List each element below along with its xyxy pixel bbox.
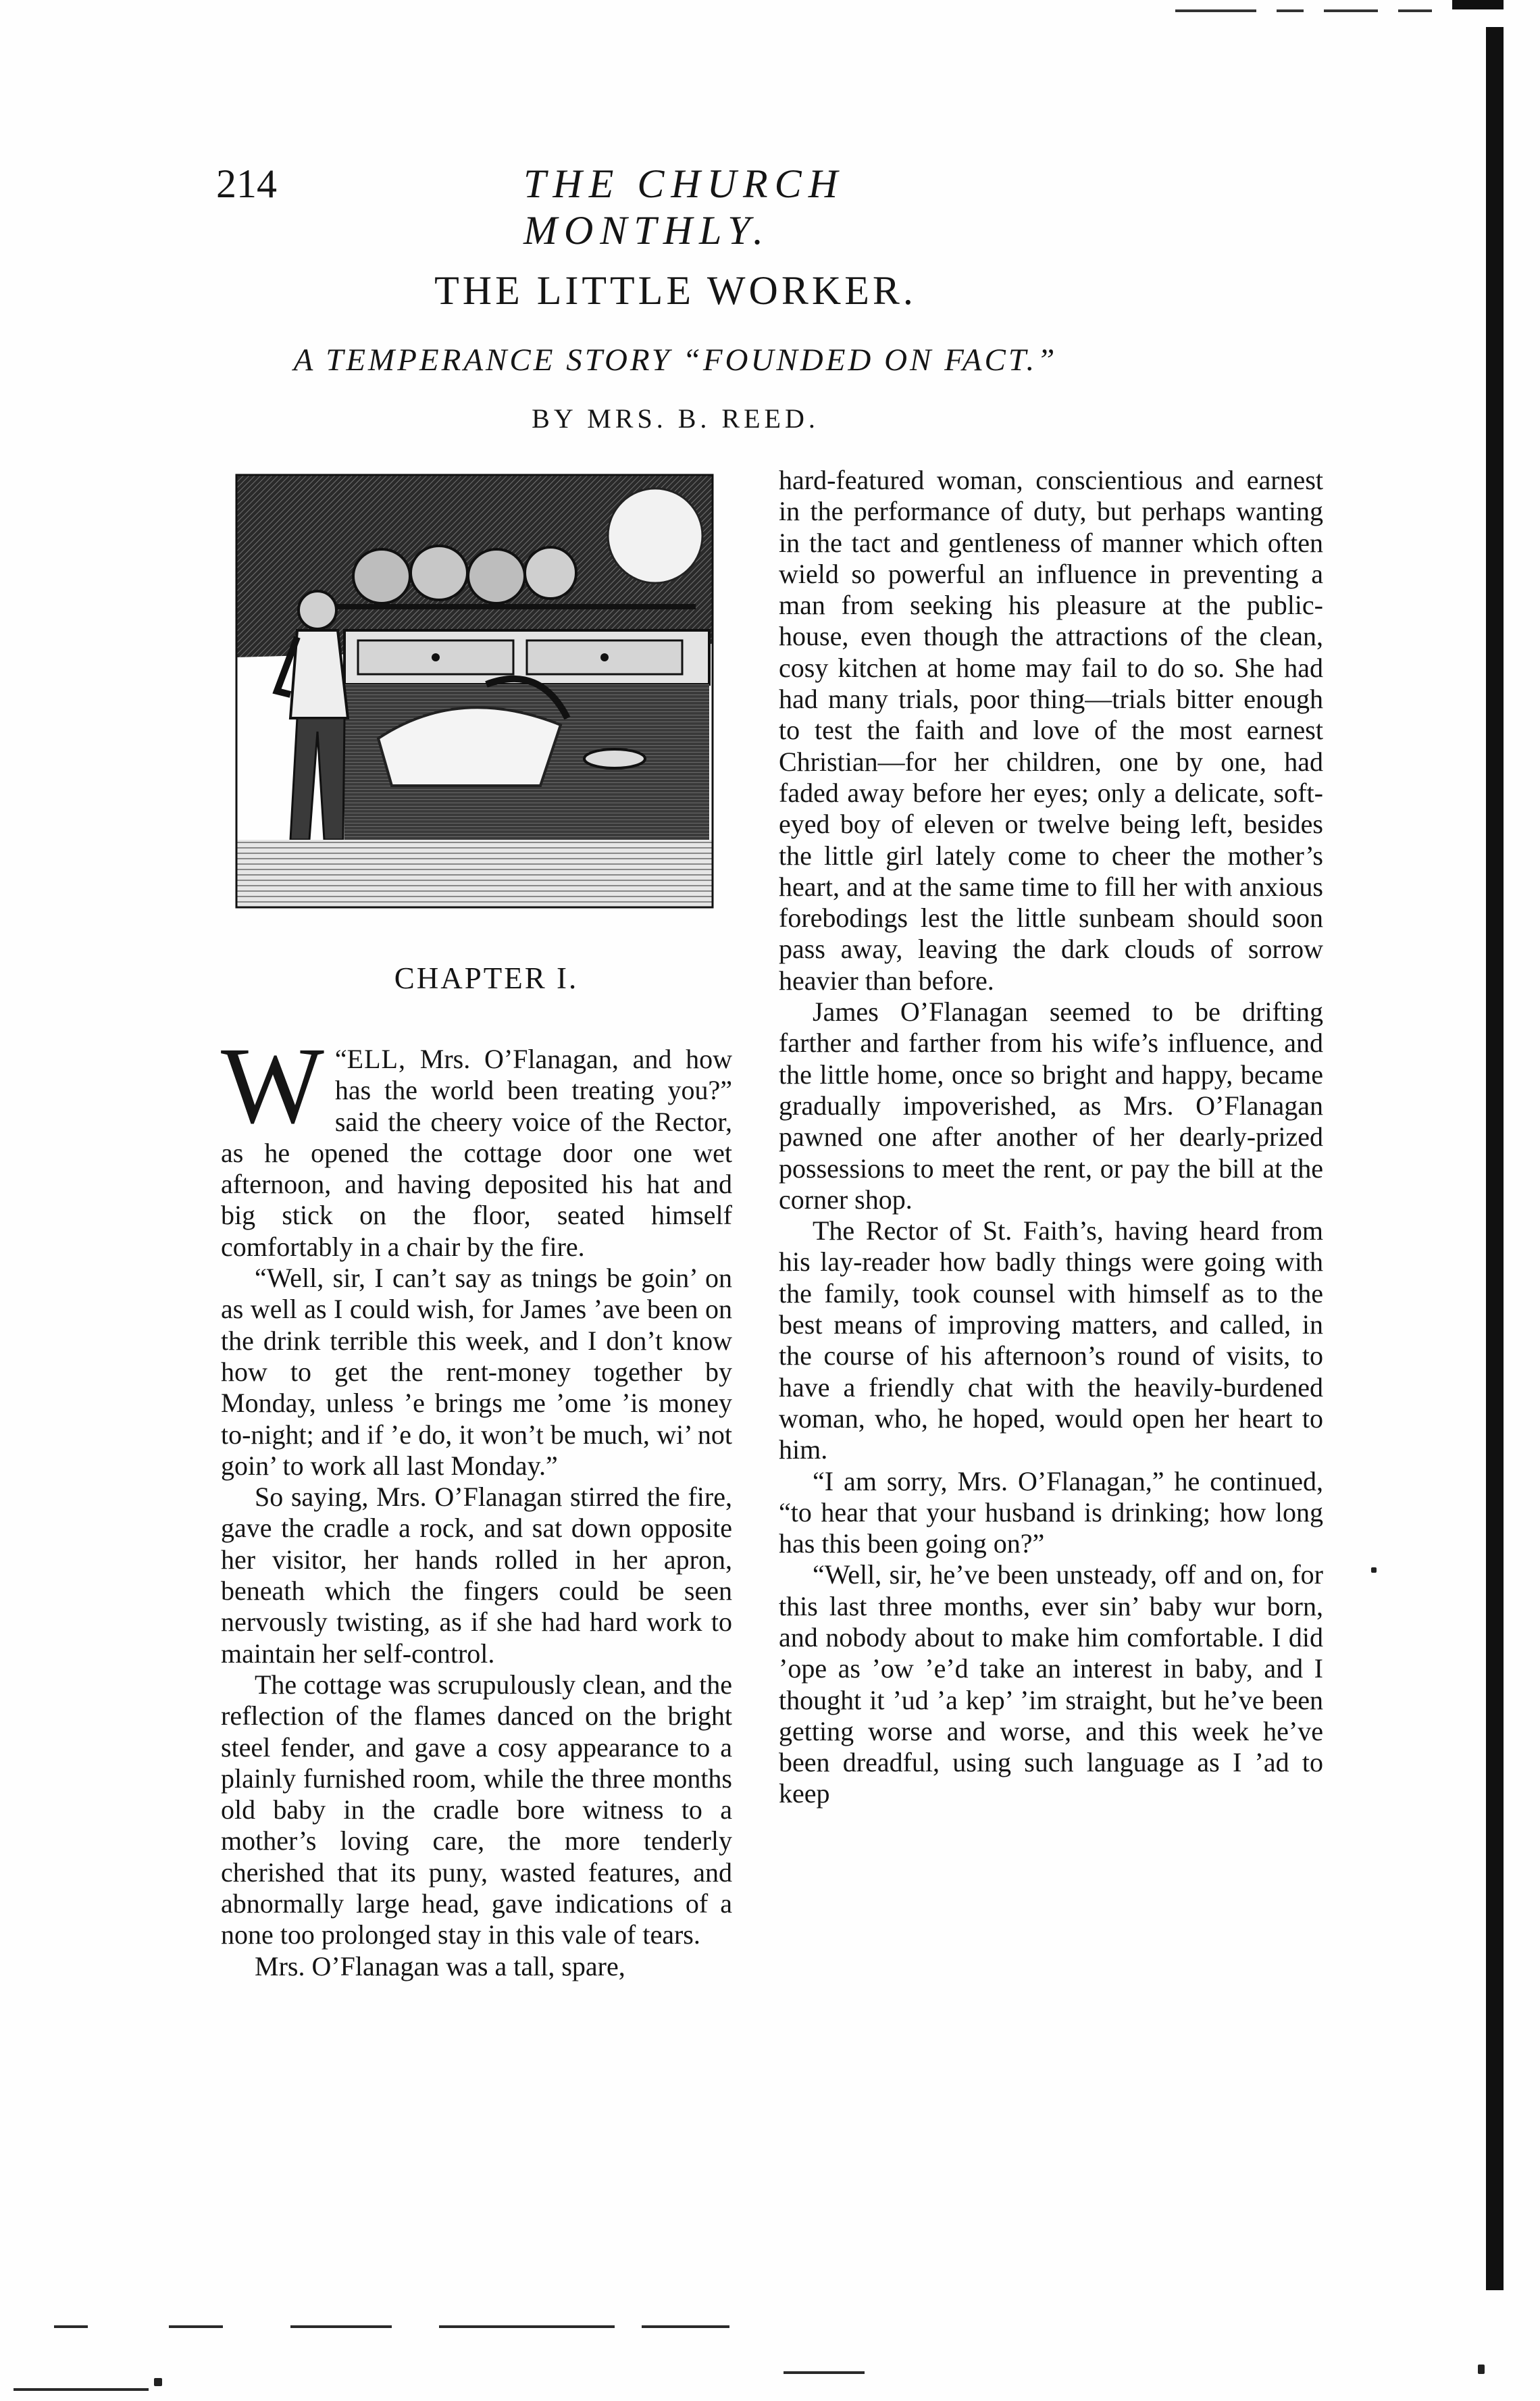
scan-speck (1478, 2365, 1485, 2374)
paragraph: hard-featured woman, conscientious and earnest in the performance of duty, but perhaps wanting in the tact and gentleness of manner which often wield so powerful an influence in preventing a man from seeking his pleasure at the public-house, even though the attractions of the clean, cosy kitchen at home may fail to do so. She had had many trials, poor thing—trials bitter enough to test the faith and love of the most earnest Christian—for her children, one by one, had faded away before her eyes; only a delicate, soft-eyed boy of eleven or twelve being left, besides the little girl lately come to cheer the mother’s heart, and at the same time to fill her with anxious forebodings lest the little sunbeam should soon pass away, leaving the dark clouds of sorrow heavier than before. (779, 465, 1323, 996)
scan-dash (1398, 9, 1432, 12)
chapter-heading: CHAPTER I. (394, 961, 579, 995)
left-column (221, 1026, 732, 1982)
page-number: 214 (216, 161, 277, 206)
scan-dash (14, 2388, 149, 2391)
story-subtitle: A TEMPERANCE STORY “FOUNDED ON FACT.” (293, 343, 1058, 378)
scan-edge-corner (1452, 0, 1504, 9)
right-column (779, 465, 1323, 1810)
journal-title: THE CHURCH MONTHLY. (523, 161, 845, 253)
scan-dash (1277, 9, 1304, 12)
paragraph: The Rector of St. Faith’s, having heard from his lay-reader how badly things were going with the family, took counsel with himself as to the best means of improving matters, and called, in the course of his afternoon’s round of visits, to have a friendly chat with the heavily-burdened woman, who, he hoped, would open her heart to him. (779, 1215, 1323, 1465)
paragraph: The cottage was scrupulously clean, and the reflection of the flames danced on the bright steel fender, and gave a cosy appearance to a plainly furnished room, while the three months old baby in the cradle bore witness to a mother’s loving care, the more tenderly cherished that its puny, wasted features, and abnormally large head, gave indications of a none too prolonged stay in this vale of tears. (221, 1669, 732, 1950)
scan-dash (1324, 9, 1378, 12)
scan-speck (154, 2378, 162, 2386)
paragraph (221, 1026, 732, 1263)
running-head (216, 161, 1094, 253)
opening-quote: “ (334, 1044, 347, 1074)
story-title: THE LITTLE WORKER. (434, 268, 917, 313)
paragraph: “I am sorry, Mrs. O’Flanagan,” he continued, “to hear that your husband is drinking; how long has this been going on?” (779, 1465, 1323, 1559)
drop-cap: W (221, 1026, 324, 1146)
story-byline: BY MRS. B. REED. (532, 403, 819, 434)
paragraph: Mrs. O’Flanagan was a tall, spare, (255, 1950, 625, 1981)
scan-speck (1371, 1567, 1377, 1573)
paragraph: James O’Flanagan seemed to be drifting farther and farther from his wife’s influence, and the little home, once so bright and happy, became gradually impoverished, as Mrs. O’Flanagan pawned one after another of her dearly-prized possessions to meet the rent, or pay the bill at the corner shop. (779, 996, 1323, 1215)
scan-dash (290, 2325, 392, 2328)
paragraph: “Well, sir, he’ve been unsteady, off and on, for this last three months, ever sin’ baby wur born, and nobody about to make him comfortable. I did ’ope as ’ow ’e’d take an interest in baby, and I thought it ’ud ’a kep’ ’im straight, but he’ve been getting worse and worse, and this week he’ve been dreadful, using such language as I ’ad to keep (779, 1559, 1323, 1809)
scan-dash (1175, 9, 1256, 12)
scan-dash (54, 2325, 88, 2328)
scan-dash (439, 2325, 615, 2328)
engraving-illustration (223, 461, 726, 934)
scan-dash (784, 2371, 865, 2374)
scan-dash (169, 2325, 223, 2328)
paragraph: “Well, sir, I can’t say as tnings be goin’ on as well as I could wish, for James ’ave been on the drink terrible this week, and I don’t know how to get the rent-money together by Monday, unless ’e brings me ’ome ’is money to-night; and if ’e do, it won’t be much, wi’ not goin’ to work all last Monday.” (221, 1263, 732, 1481)
scan-edge-bar (1486, 27, 1504, 2290)
scan-dash (642, 2325, 729, 2328)
paragraph-text: Mrs. O’Flanagan, and how has the world been treating you?” said the cheery voice of the Rector, as he opened the cottage door one wet afternoon, and having deposited his hat and big stick on the floor, seated himself comfortably in a chair by the fire. (221, 1044, 732, 1262)
paragraph: So saying, Mrs. O’Flanagan stirred the fire, gave the cradle a rock, and sat down opposite her visitor, her hands rolled in her apron, beneath which the fingers could be seen nervously twisting, as if she had hard work to maintain her self-control. (221, 1482, 732, 1669)
drop-cap-continuation: ELL, (346, 1044, 406, 1074)
